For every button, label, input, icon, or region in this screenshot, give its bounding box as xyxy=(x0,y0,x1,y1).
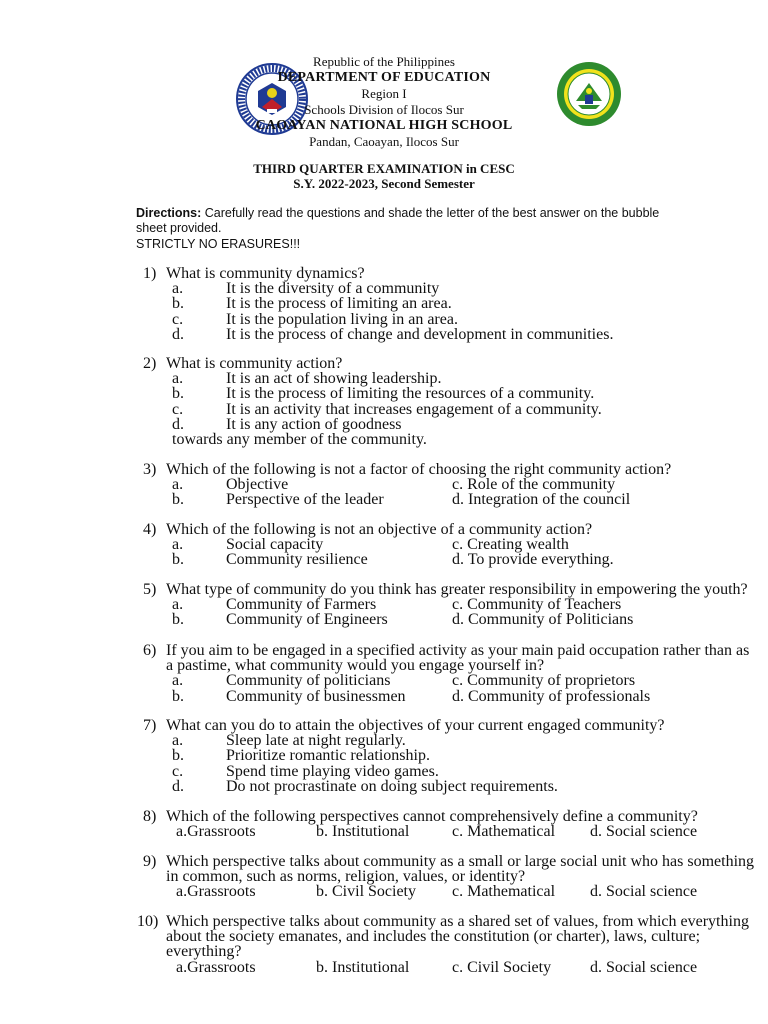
option-text-right: d. Community of professionals xyxy=(452,687,651,705)
inline-option: c. Civil Society xyxy=(452,958,552,976)
school-name: CAOAYAN NATIONAL HIGH SCHOOL xyxy=(255,118,513,133)
republic-line: Republic of the Philippines xyxy=(313,54,455,69)
option-text: Community resilience xyxy=(226,551,368,569)
inline-option: b. Institutional xyxy=(316,823,410,841)
inline-options xyxy=(0,960,768,975)
option-row xyxy=(0,312,768,327)
option-letter: b. xyxy=(172,687,184,705)
question-text: What is community action? xyxy=(166,355,343,372)
option-letter: b. xyxy=(172,385,184,403)
option-row xyxy=(0,748,768,763)
option-letter: d. xyxy=(172,325,184,343)
option-row xyxy=(0,733,768,748)
question-line xyxy=(0,356,768,371)
option-text-right: d. Community of Politicians xyxy=(452,611,634,629)
directions-text-2: sheet provided. xyxy=(136,221,222,235)
question-number: 2) xyxy=(143,355,157,372)
option-letter: a. xyxy=(172,280,184,298)
option-text: It is an activity that increases engagement of a community. xyxy=(226,400,602,418)
option-row xyxy=(0,673,768,688)
inline-options xyxy=(0,884,768,899)
question-line xyxy=(0,869,768,884)
inline-option: d. Social science xyxy=(590,823,698,841)
directions xyxy=(136,206,736,236)
inline-options xyxy=(0,824,768,839)
option-row xyxy=(0,597,768,612)
option-text: It is the diversity of a community xyxy=(226,280,440,298)
option-text: Community of Farmers xyxy=(226,596,377,614)
question-number: 3) xyxy=(143,461,157,478)
option-letter: a. xyxy=(172,596,184,614)
inline-option: d. Social science xyxy=(590,958,698,976)
option-row xyxy=(0,371,768,386)
option-text: It is any action of goodness xyxy=(226,415,402,433)
question-line xyxy=(0,809,768,824)
option-row xyxy=(0,327,768,342)
option-row xyxy=(0,386,768,401)
option-letter: a. xyxy=(172,672,184,690)
question-text: everything? xyxy=(166,943,242,961)
option-letter: b. xyxy=(172,747,184,765)
question-line xyxy=(0,462,768,477)
option-text-right: c. Community of proprietors xyxy=(452,672,636,690)
option-letter: c. xyxy=(172,400,184,418)
option-row xyxy=(0,281,768,296)
option-text-right: c. Creating wealth xyxy=(452,536,569,554)
option-row xyxy=(0,689,768,704)
option-row xyxy=(0,552,768,567)
option-text: It is the process of change and development in communities. xyxy=(226,325,614,343)
option-text: Social capacity xyxy=(226,536,324,554)
option-continuation xyxy=(0,432,768,447)
option-letter: b. xyxy=(172,611,184,629)
inline-option: a.Grassroots xyxy=(176,958,256,976)
question-number: 8) xyxy=(143,808,157,825)
question-line xyxy=(0,718,768,733)
question-text: What is community dynamics? xyxy=(166,265,365,282)
question-line xyxy=(0,266,768,281)
option-row xyxy=(0,537,768,552)
option-row xyxy=(0,477,768,492)
option-continuation-text: towards any member of the community. xyxy=(172,431,427,448)
option-text: Perspective of the leader xyxy=(226,491,384,509)
region-line: Region I xyxy=(361,86,407,101)
inline-option: b. Institutional xyxy=(316,958,410,976)
question-line xyxy=(0,582,768,597)
inline-option: c. Mathematical xyxy=(452,823,556,841)
option-letter: a. xyxy=(172,536,184,554)
school-address: Pandan, Caoayan, Ilocos Sur xyxy=(309,134,459,149)
option-row xyxy=(0,492,768,507)
question-number: 7) xyxy=(143,717,157,734)
option-row xyxy=(0,612,768,627)
option-text: Spend time playing video games. xyxy=(226,762,439,780)
inline-option: a.Grassroots xyxy=(176,883,256,901)
division-line: Schools Division of Ilocos Sur xyxy=(304,102,464,117)
option-text: It is an act of showing leadership. xyxy=(226,370,442,388)
option-row xyxy=(0,764,768,779)
exam-title: THIRD QUARTER EXAMINATION in CESC xyxy=(253,161,515,176)
question-text: If you aim to be engaged in a specified activity as your main paid occupation rather than as xyxy=(166,642,750,659)
option-letter: b. xyxy=(172,551,184,569)
option-text: Objective xyxy=(226,476,289,494)
option-text: It is the population living in an area. xyxy=(226,310,458,328)
question-number: 1) xyxy=(143,265,157,282)
question-number: 5) xyxy=(143,581,157,598)
letterhead xyxy=(0,54,768,150)
option-text: Community of businessmen xyxy=(226,687,406,705)
option-letter: c. xyxy=(172,762,184,780)
strict-notice: STRICTLY NO ERASURES!!! xyxy=(136,237,301,251)
option-text: Sleep late at night regularly. xyxy=(226,732,406,750)
option-text-right: d. To provide everything. xyxy=(452,551,614,569)
option-text: Community of Engineers xyxy=(226,611,388,629)
directions-label: Directions: xyxy=(136,206,202,220)
inline-option: c. Mathematical xyxy=(452,883,556,901)
option-text: Community of politicians xyxy=(226,672,391,690)
question-text: in common, such as norms, religion, values, or identity? xyxy=(166,868,526,886)
question-text: Which perspective talks about community as a small or large social unit who has something xyxy=(166,853,755,870)
question-line xyxy=(0,522,768,537)
option-letter: b. xyxy=(172,491,184,509)
question-line xyxy=(0,658,768,673)
option-letter: d. xyxy=(172,777,184,795)
question-line xyxy=(0,854,768,869)
question-text: a pastime, what community would you engage yourself in? xyxy=(166,657,545,675)
option-text-right: d. Integration of the council xyxy=(452,491,631,509)
option-text: Prioritize romantic relationship. xyxy=(226,747,430,765)
option-letter: a. xyxy=(172,476,184,494)
option-text: Do not procrastinate on doing subject requirements. xyxy=(226,777,558,795)
question-line xyxy=(0,944,768,959)
inline-option: b. Civil Society xyxy=(316,883,416,901)
question-text: Which of the following perspectives cannot comprehensively define a community? xyxy=(166,808,698,825)
question-number: 9) xyxy=(143,853,157,870)
question-line xyxy=(0,643,768,658)
option-text-right: c. Role of the community xyxy=(452,476,616,494)
question-text: Which of the following is not a factor of choosing the right community action? xyxy=(166,461,672,478)
option-letter: a. xyxy=(172,732,184,750)
question-number: 6) xyxy=(143,642,157,659)
question-text: about the society emanates, and includes the constitution (or charter), laws, culture; xyxy=(166,928,701,946)
option-letter: a. xyxy=(172,370,184,388)
option-row xyxy=(0,779,768,794)
directions-text-1: Carefully read the questions and shade the letter of the best answer on the bubble xyxy=(204,206,660,220)
option-text: It is the process of limiting an area. xyxy=(226,295,452,313)
question-text: What can you do to attain the objectives of your current engaged community? xyxy=(166,717,665,734)
question-line xyxy=(0,929,768,944)
option-row xyxy=(0,417,768,432)
option-text-right: c. Community of Teachers xyxy=(452,596,622,614)
question-text: Which of the following is not an objective of a community action? xyxy=(166,521,593,538)
question-line xyxy=(0,914,768,929)
option-text: It is the process of limiting the resources of a community. xyxy=(226,385,595,403)
option-row xyxy=(0,402,768,417)
inline-option: d. Social science xyxy=(590,883,698,901)
inline-option: a.Grassroots xyxy=(176,823,256,841)
question-number: 10) xyxy=(137,913,159,930)
department-line: DEPARTMENT OF EDUCATION xyxy=(277,70,491,85)
option-row xyxy=(0,296,768,311)
question-text: Which perspective talks about community as a shared set of values, from which everything xyxy=(166,913,749,930)
question-number: 4) xyxy=(143,521,157,538)
exam-subtitle: S.Y. 2022-2023, Second Semester xyxy=(293,176,475,191)
option-letter: c. xyxy=(172,310,184,328)
question-text: What type of community do you think has greater responsibility in empowering the youth? xyxy=(166,581,748,598)
option-letter: d. xyxy=(172,415,184,433)
option-letter: b. xyxy=(172,295,184,313)
